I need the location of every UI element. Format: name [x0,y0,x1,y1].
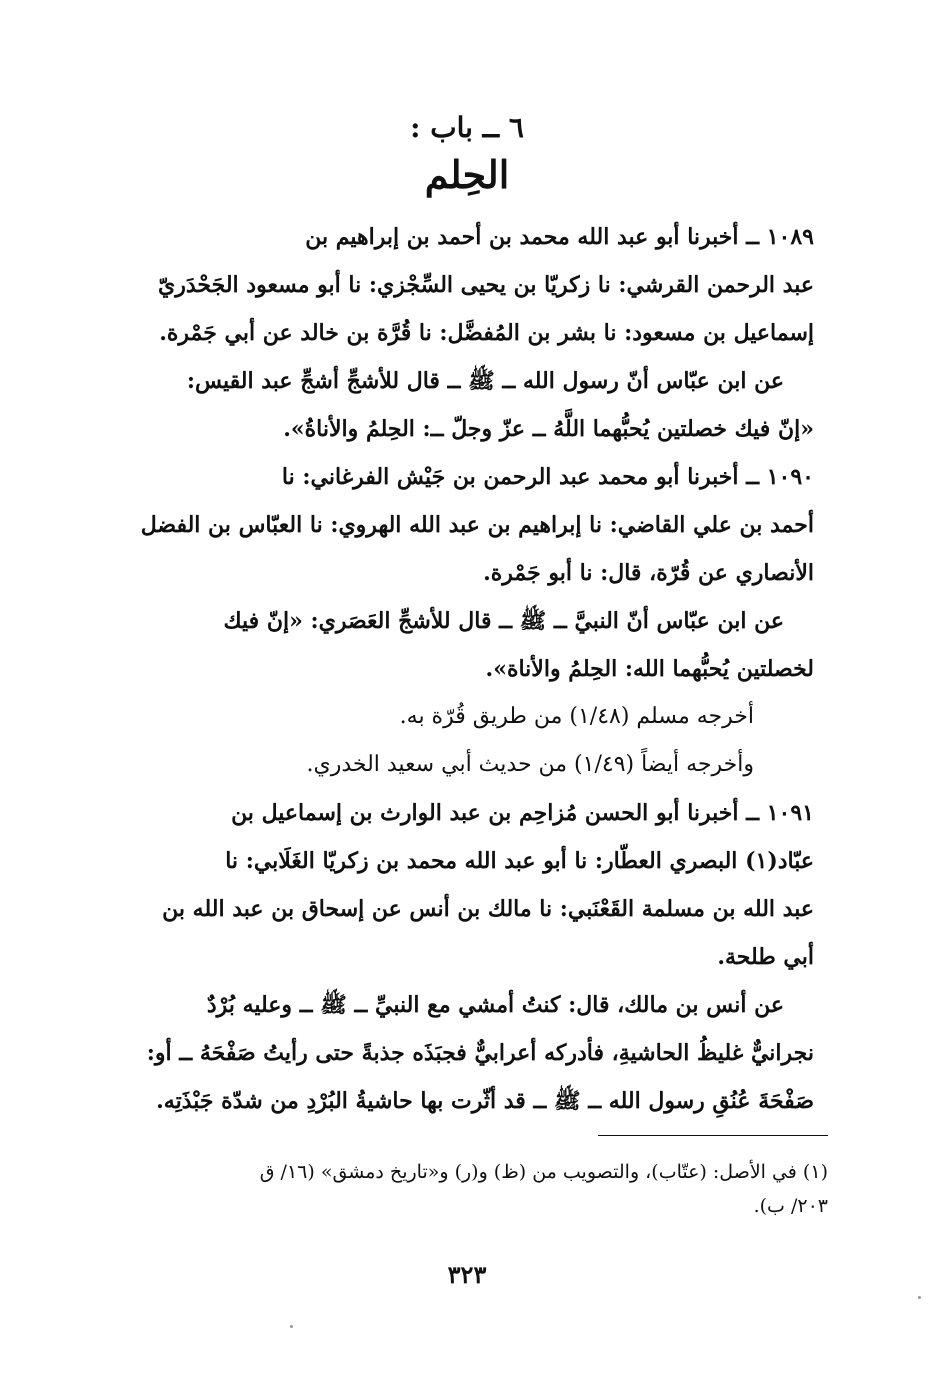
hadith-1090-line-5: لخصلتين يُحبُّهما الله: الحِلمُ والأناة». [485,656,814,682]
footnote-line-2: ٢٠٣/ ب). [753,1195,828,1217]
scan-speck [918,1296,921,1299]
hadith-1091-line-2: عبّاد(١) البصري العطّار: نا أبو عبد الله محمد بن زكريّا الغَلَابي: نا [225,848,814,874]
hadith-1089-line-3: إسماعيل بن مسعود: نا بشر بن المُفضَّل: نا قُرَّة بن خالد عن أبي جَمْرة. [159,320,814,346]
hadith-1089-line-4: عن ابن عبّاس أنّ رسول الله ــ ﷺ ــ قال للأشجِّ أشجِّ عبد القيس: [186,368,784,394]
hadith-1091-line-7: صَفْحَةَ عُنُقِ رسول الله ــ ﷺ ــ قد أثّرت بها حاشيةُ البُرْدِ من شدّة جَبْذَتِه. [156,1088,814,1114]
hadith-1090-line-1: ١٠٩٠ ــ أخبرنا أبو محمد عبد الرحمن بن جَيْش الفرغاني: نا [281,464,814,490]
chapter-title: الحِلم [424,152,510,197]
hadith-1091-line-1: ١٠٩١ ــ أخبرنا أبو الحسن مُزاحِم بن عبد الوارث بن إسماعيل بن [231,800,814,826]
page-number: ٣٢٣ [447,1260,487,1289]
hadith-1090-source-2: وأخرجه أيضاً (١/٤٩) من حديث أبي سعيد الخدري. [306,752,754,777]
hadith-1091-line-5: عن أنس بن مالك، قال: كنتُ أمشي مع النبيِّ ــ ﷺ ــ وعليه بُرْدٌ [206,992,784,1018]
hadith-1090-line-2: أحمد بن علي القاضي: نا إبراهيم بن عبد الله الهروي: نا العبّاس بن الفضل [140,512,814,538]
footnote-divider [598,1135,828,1136]
hadith-1089-line-2: عبد الرحمن القرشي: نا زكريّا بن يحيى السِّجْزي: نا أبو مسعود الجَحْدَريّ [158,272,814,298]
hadith-1090-source-1: أخرجه مسلم (١/٤٨) من طريق قُرّة به. [399,704,754,729]
hadith-1089-line-5: «إنّ فيك خصلتين يُحبُّهما اللَّهُ ــ عزّ وجلّ ــ: الحِلمُ والأناةُ». [283,416,814,442]
footnote-line-1: (١) في الأصل: (عتّاب)، والتصويب من (ظ) و(ر) و«تاريخ دمشق» (١٦/ ق [259,1161,828,1183]
hadith-1091-line-6: نجرانيٌّ غليظُ الحاشيةِ، فأدركه أعرابيٌّ فجبَذَه جذبةً حتى رأيتُ صَفْحَهُ ــ أو: [146,1040,814,1066]
hadith-1090-line-3: الأنصاري عن قُرّة، قال: نا أبو جَمْرة. [483,560,814,586]
hadith-1090-line-4: عن ابن عبّاس أنّ النبيَّ ــ ﷺ ــ قال للأشجِّ العَصَري: «إنّ فيك [223,608,784,634]
chapter-heading: ٦ ــ باب : [410,111,524,144]
hadith-1091-line-4: أبي طلحة. [717,944,814,970]
scan-speck [290,1325,293,1328]
main-text [120,213,814,1125]
hadith-1089-line-1: ١٠٨٩ ــ أخبرنا أبو عبد الله محمد بن أحمد بن إبراهيم بن [305,224,814,250]
footnotes [120,1155,828,1223]
hadith-1091-line-3: عبد الله بن مسلمة القَعْنَبي: نا مالك بن أنس عن إسحاق بن عبد الله بن [162,896,814,922]
